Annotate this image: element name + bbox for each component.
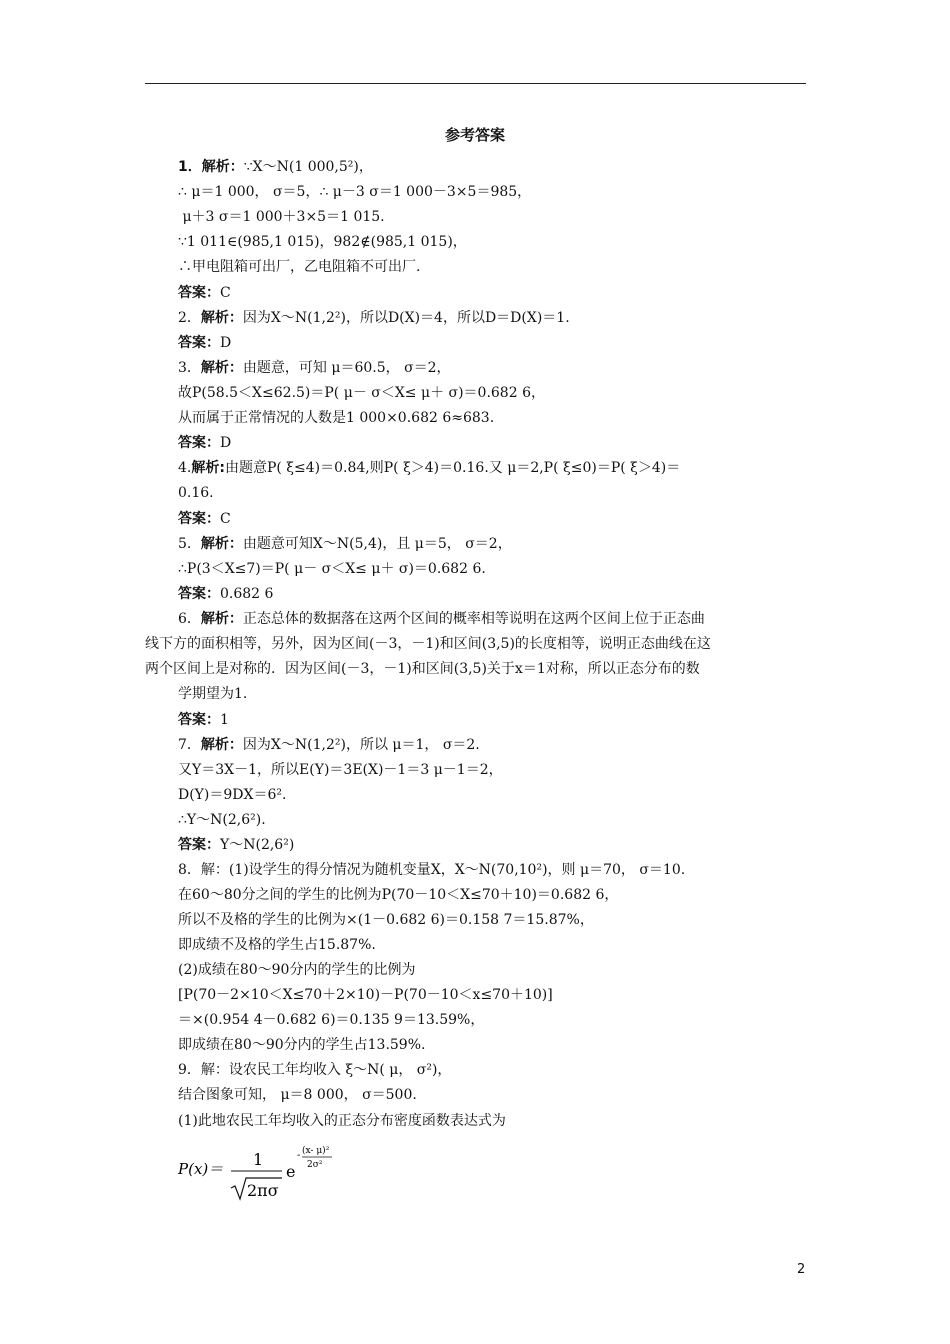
answer-number: 7．	[178, 737, 201, 753]
answer-text: ∴甲电阻箱可出厂，乙电阻箱不可出厂.	[178, 259, 421, 275]
answer-text: ∴ μ＝1 000， σ＝5，∴ μ－3 σ＝1 000－3×5＝985，	[178, 184, 532, 200]
answer-label: 答案：	[178, 435, 220, 451]
answer-text: 结合图象可知， μ＝8 000， σ＝500.	[178, 1087, 417, 1103]
answer-label: 答案：	[178, 335, 220, 351]
answer-line	[178, 283, 231, 303]
page-number: 2	[797, 1262, 806, 1277]
answer-text: 由题意，可知 μ＝60.5， σ＝2，	[242, 360, 451, 376]
answer-line	[178, 383, 545, 403]
answer-text: 因为X～N(1,2²)，所以 μ＝1， σ＝2.	[242, 737, 480, 753]
formula-exp-sign: -	[297, 1150, 301, 1161]
answer-text: 0.16.	[178, 485, 214, 501]
answer-line	[178, 433, 231, 453]
answer-line	[178, 835, 294, 855]
formula-base: e	[286, 1162, 296, 1181]
answer-label: 答案：	[178, 285, 220, 301]
answer-line	[178, 358, 451, 378]
answer-line	[178, 1060, 451, 1080]
answer-label: 答案：	[178, 712, 220, 728]
answer-line	[178, 810, 266, 830]
answer-text: 1	[220, 712, 229, 728]
answer-text: ∴Y～N(2,6²).	[178, 812, 266, 828]
answer-label: 解析：	[200, 611, 243, 627]
answer-text: (1)此地农民工年均收入的正态分布密度函数表达式为	[178, 1113, 506, 1129]
formula-exp-numerator: (x- μ)²	[302, 1146, 330, 1156]
answer-text: 线下方的面积相等，另外，因为区间(－3，－1)和区间(3,5)的长度相等，说明正态曲线在这	[145, 636, 711, 652]
answer-text: 0.682 6	[220, 586, 274, 602]
answer-line	[178, 458, 806, 478]
answer-line	[178, 710, 229, 730]
answer-line	[178, 785, 286, 805]
answer-text: C	[220, 285, 231, 301]
answer-line	[145, 634, 806, 654]
header-rule	[145, 83, 806, 84]
answer-text: 因为X～N(1,2²)，所以D(X)＝4，所以D＝D(X)＝1.	[242, 310, 570, 326]
answer-line	[145, 659, 806, 679]
answer-text: 8．解：(1)设学生的得分情况为随机变量X，X～N(70,10²)，则 μ＝70， σ＝10.	[178, 862, 686, 878]
answer-text: 故P(58.5＜X≤62.5)＝P( μ－ σ＜X≤ μ＋ σ)＝0.682 6，	[178, 385, 545, 401]
answer-line	[178, 960, 415, 980]
answer-line	[178, 207, 385, 227]
answer-text: 又Y＝3X－1，所以E(Y)＝3E(X)－1＝3 μ－1＝2，	[178, 762, 503, 778]
answer-label: 解析:	[191, 460, 225, 476]
answer-line	[178, 232, 467, 252]
answer-text: ＝×(0.954 4－0.682 6)＝0.135 9＝13.59%，	[178, 1012, 485, 1028]
answer-line	[178, 1085, 417, 1105]
answer-label: 解析：	[200, 310, 243, 326]
answer-number: 6．	[178, 611, 201, 627]
answer-label: 答案：	[178, 837, 220, 853]
answer-text: 由题意P( ξ≤4)＝0.84,则P( ξ＞4)＝0.16.又 μ＝2,P( ξ≤0)＝P( ξ＞4)＝	[224, 460, 681, 476]
answer-line	[178, 333, 231, 353]
answer-line	[178, 609, 806, 629]
answer-line	[178, 584, 273, 604]
answer-line	[178, 1010, 484, 1030]
formula-exp-denominator: 2σ²	[307, 1160, 323, 1170]
answer-line	[178, 534, 512, 554]
answer-line	[178, 985, 553, 1005]
answer-label: 答案：	[178, 586, 220, 602]
answer-number: 4.	[178, 460, 192, 476]
answer-number: 5．	[178, 536, 201, 552]
formula-denominator: 2πσ	[247, 1181, 279, 1200]
answer-text: 从而属于正常情况的人数是1 000×0.682 6≈683.	[178, 410, 495, 426]
answer-text: D(Y)＝9DX＝6².	[178, 787, 287, 803]
answer-text: 两个区间上是对称的．因为区间(－3，－1)和区间(3,5)关于x＝1对称，所以正态分布的数	[145, 661, 700, 677]
answer-number: 2．	[178, 310, 201, 326]
section-title: 参考答案	[444, 126, 505, 144]
answer-text: [P(70－2×10＜X≤70＋2×10)－P(70－10＜x≤70＋10)]	[178, 987, 553, 1003]
formula-lhs: P(x)＝	[178, 1160, 224, 1178]
answer-line	[178, 860, 685, 880]
answer-label: 答案：	[178, 511, 220, 527]
answer-line	[178, 257, 420, 277]
answer-line	[178, 885, 618, 905]
formula-numerator: 1	[253, 1150, 264, 1169]
answer-line	[178, 1111, 506, 1131]
answer-line	[178, 509, 231, 529]
answer-text: 即成绩不及格的学生占15.87%.	[178, 937, 376, 953]
answer-line	[178, 1035, 425, 1055]
answer-text: ∴P(3＜X≤7)＝P( μ－ σ＜X≤ μ＋ σ)＝0.682 6.	[178, 561, 486, 577]
answer-line	[178, 735, 480, 755]
answer-line	[178, 559, 486, 579]
answer-label: 解析：	[200, 536, 243, 552]
answer-line	[178, 910, 594, 930]
answer-text: 正态总体的数据落在这两个区间的概率相等说明在这两个区间上位于正态曲	[242, 611, 705, 627]
answer-line	[178, 408, 494, 428]
answer-text: 即成绩在80～90分内的学生占13.59%.	[178, 1037, 426, 1053]
answer-text: ∵X～N(1 000,5²)，	[243, 159, 373, 175]
answer-label: 解析：	[200, 360, 243, 376]
answer-text: μ＋3 σ＝1 000＋3×5＝1 015.	[178, 209, 385, 225]
answer-text: C	[220, 511, 231, 527]
answer-line	[178, 483, 214, 503]
answer-text: D	[220, 335, 232, 351]
density-formula	[178, 1140, 378, 1210]
answer-text: 学期望为1.	[178, 686, 248, 702]
answer-text: D	[220, 435, 232, 451]
answer-text: 由题意可知X～N(5,4)，且 μ＝5， σ＝2，	[242, 536, 512, 552]
answer-number: 3．	[178, 360, 201, 376]
answer-line	[178, 935, 376, 955]
answer-line	[178, 760, 503, 780]
answer-line	[178, 684, 247, 704]
answer-line	[178, 182, 531, 202]
answer-text: Y～N(2,6²)	[220, 837, 295, 853]
answer-label: 解析：	[200, 737, 243, 753]
answer-text: ∵1 011∈(985,1 015)，982∉(985,1 015)，	[178, 234, 467, 250]
answer-text: 9．解：设农民工年均收入 ξ～N( μ， σ²)，	[178, 1062, 452, 1078]
answer-text: 在60～80分之间的学生的比例为P(70－10＜X≤70＋10)＝0.682 6，	[178, 887, 619, 903]
answer-text: (2)成绩在80～90分内的学生的比例为	[178, 962, 416, 978]
answer-line	[178, 157, 373, 177]
answer-label: 1．解析：	[178, 159, 244, 175]
answer-text: 所以不及格的学生的比例为×(1－0.682 6)＝0.158 7＝15.87%，	[178, 912, 594, 928]
answer-line	[178, 308, 570, 328]
